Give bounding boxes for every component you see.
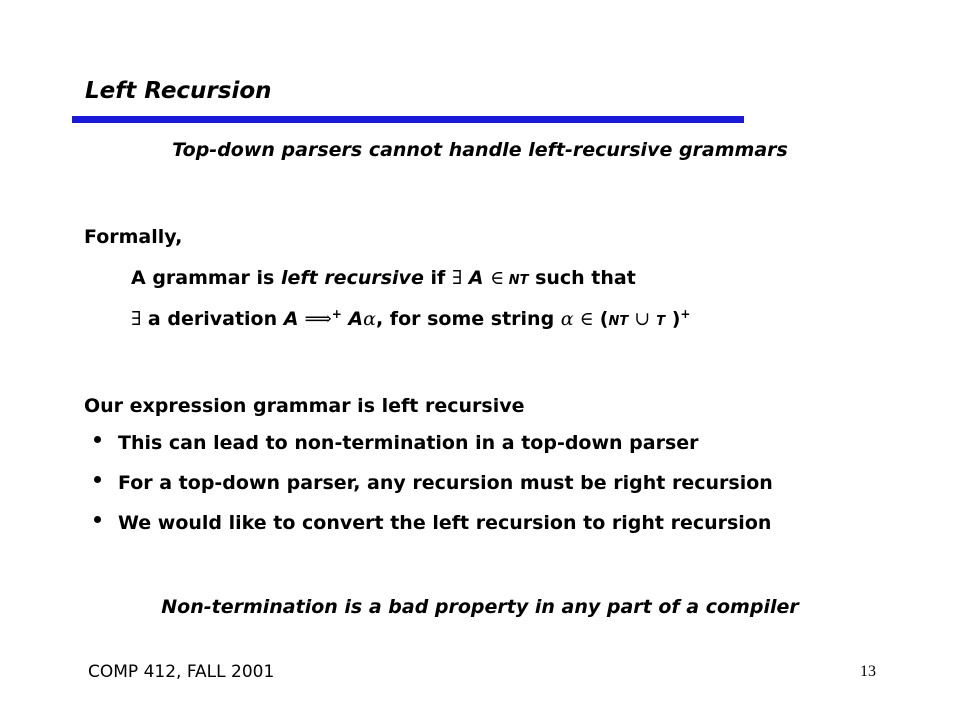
bullet-dot-icon xyxy=(94,436,101,443)
def2-t: T xyxy=(656,314,666,329)
exists-symbol: ∃ xyxy=(451,267,463,289)
def1-text-e: such that xyxy=(528,267,636,289)
def1-left-recursive: left recursive xyxy=(280,267,424,289)
bullet-dot-icon xyxy=(94,476,101,483)
def1-text-c: if xyxy=(423,267,452,289)
bullet-dot-icon xyxy=(94,516,101,523)
conclusion-line: Non-termination is a bad property in any part of a compiler xyxy=(161,596,799,618)
def2-text-d: , for some string xyxy=(375,308,561,330)
paren-close: ) xyxy=(665,308,681,330)
def1-text-a: A grammar is xyxy=(131,267,281,289)
element-of-symbol: ∈ xyxy=(490,267,505,289)
definition-line-2 xyxy=(131,307,690,330)
def2-nt: NT xyxy=(608,314,629,329)
slide-title: Left Recursion xyxy=(85,78,272,104)
alpha-symbol: α xyxy=(560,308,574,330)
closure-plus: + xyxy=(680,307,691,321)
bullet-item-3: We would like to convert the left recursion to right recursion xyxy=(118,512,772,534)
element-of-symbol: ∈ xyxy=(573,308,600,330)
def2-text-a: a derivation xyxy=(141,308,284,330)
bullet-item-1: This can lead to non-termination in a top-down parser xyxy=(118,432,699,454)
exists-symbol: ∃ xyxy=(131,308,142,330)
def2-var-a: A xyxy=(283,308,299,330)
def1-var-a: A xyxy=(462,267,491,289)
formally-label: Formally, xyxy=(84,226,183,248)
def1-nt: NT xyxy=(504,273,529,288)
paren-open: ( xyxy=(599,308,609,330)
alpha-symbol: α xyxy=(363,308,376,330)
page-number: 13 xyxy=(860,663,876,680)
union-symbol: ∪ xyxy=(628,308,657,330)
def2-var-a2: A xyxy=(341,308,364,330)
bullet-item-2: For a top-down parser, any recursion must be right recursion xyxy=(118,472,773,494)
definition-line-1 xyxy=(131,267,636,289)
intro-line: Our expression grammar is left recursive xyxy=(84,395,525,417)
footer-course: COMP 412, FALL 2001 xyxy=(88,662,275,682)
derives-arrow-symbol: ⟹ xyxy=(298,308,332,330)
derives-plus: + xyxy=(331,307,342,321)
slide-subtitle: Top-down parsers cannot handle left-recursive grammars xyxy=(172,139,788,161)
title-underline xyxy=(72,116,744,123)
